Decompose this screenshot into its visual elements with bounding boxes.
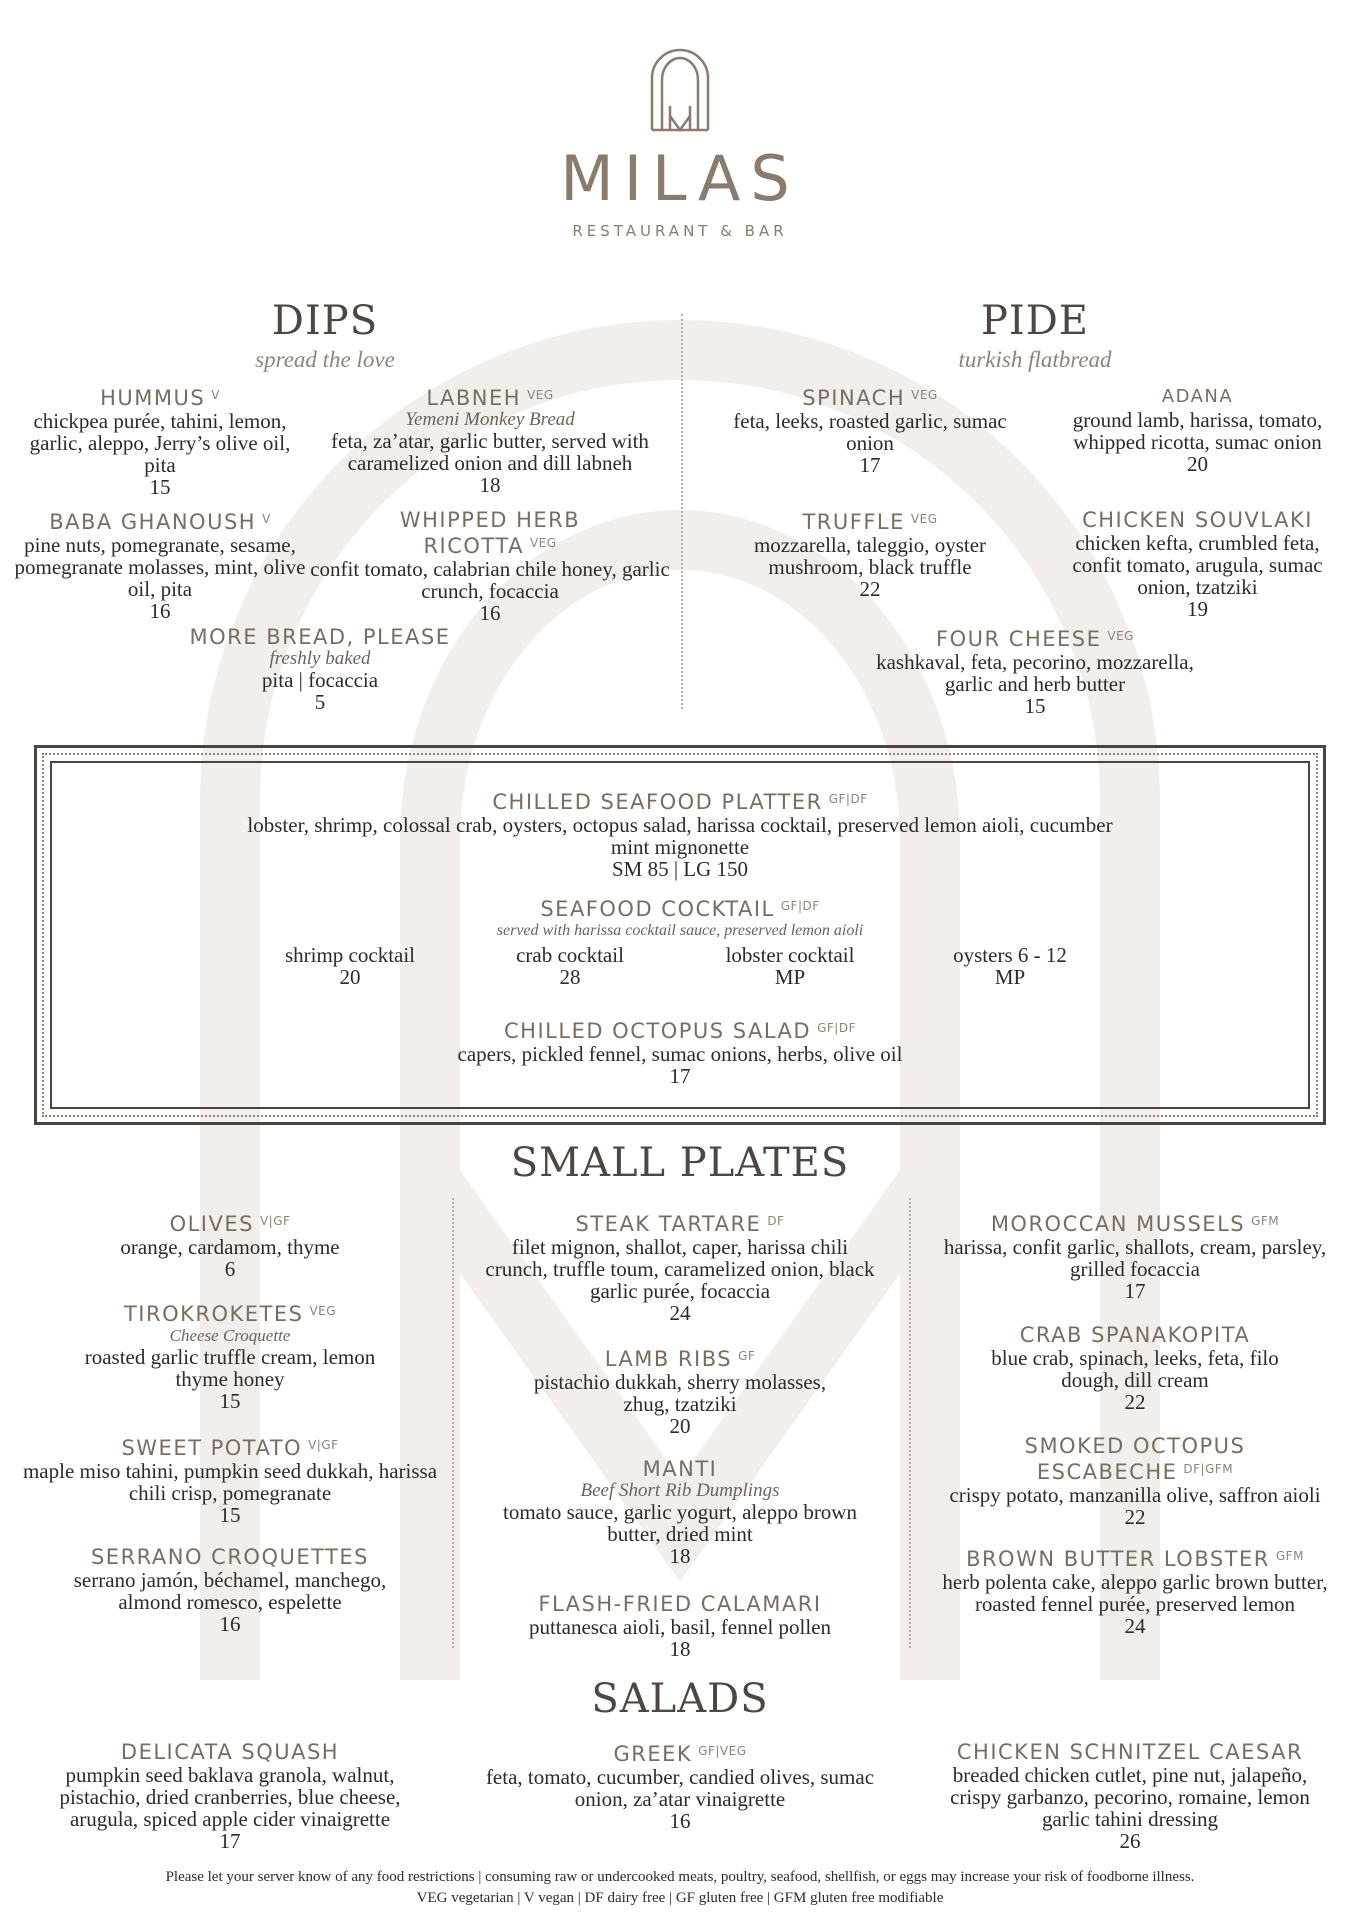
- item-desc: pita | focaccia: [261, 668, 379, 692]
- item-tag: V: [211, 388, 220, 402]
- menu-item-moroccan-mussels: [940, 1210, 1330, 1302]
- menu-item-crab-spanakopita: [960, 1323, 1310, 1413]
- item-name: FLASH-FRIED CALAMARI: [538, 1592, 822, 1616]
- item-desc: blue crab, spinach, leeks, feta, filo dough, dill cream: [991, 1346, 1279, 1392]
- item-desc: pine nuts, pomegranate, sesame, pomegranate molasses, mint, olive oil, pita: [14, 533, 306, 601]
- small-plates-title: SMALL PLATES: [510, 1140, 850, 1186]
- menu-item-delicata-squash: [20, 1740, 440, 1852]
- item-tag: GFM: [1275, 1549, 1304, 1563]
- item-desc: chicken kefta, crumbled feta, confit tomato, arugula, sumac onion, tzatziki: [1072, 531, 1323, 599]
- item-subtitle: Yemeni Monkey Bread: [405, 409, 575, 430]
- item-name: CHILLED SEAFOOD PLATTER: [492, 790, 823, 814]
- item-price: 18: [669, 1544, 691, 1568]
- item-tag: GF: [738, 1349, 756, 1363]
- item-name: GREEK: [613, 1742, 693, 1766]
- item-name: CHILLED OCTOPUS SALAD: [504, 1019, 812, 1043]
- item-tag: VEG: [910, 512, 938, 526]
- item-price: 24: [1124, 1614, 1146, 1638]
- menu-item-labneh: [300, 384, 680, 496]
- menu-item-tirokroketes: [70, 1300, 390, 1412]
- item-name: SPINACH: [802, 386, 906, 410]
- option-price: 28: [559, 965, 581, 989]
- menu-item-lamb-ribs: [520, 1345, 840, 1437]
- item-tag: VEG: [309, 1304, 337, 1318]
- dips-subtitle: spread the love: [255, 347, 395, 372]
- menu-item-four-cheese: [860, 625, 1210, 717]
- item-desc: feta, leeks, roasted garlic, sumac onion: [733, 409, 1007, 455]
- item-desc: breaded chicken cutlet, pine nut, jalapeño, crispy garbanzo, pecorino, romaine, lemon garlic tahini dressing: [950, 1763, 1310, 1831]
- item-price: 18: [669, 1637, 691, 1661]
- item-tag: V|GF: [308, 1438, 339, 1452]
- item-name: MORE BREAD, PLEASE: [189, 625, 451, 649]
- item-subtitle: freshly baked: [269, 648, 371, 669]
- item-tag: GFM: [1251, 1214, 1280, 1228]
- menu-item-steak-tartare: [480, 1210, 880, 1324]
- item-price: 15: [219, 1389, 241, 1413]
- item-desc: confit tomato, calabrian chile honey, garlic crunch, focaccia: [310, 557, 670, 603]
- item-price: 16: [669, 1809, 691, 1833]
- item-tag: VEG: [1107, 629, 1134, 643]
- item-desc: roasted garlic truffle cream, lemon thyme honey: [84, 1345, 376, 1391]
- item-tag: VEG: [527, 388, 554, 402]
- item-price: 6: [224, 1257, 236, 1281]
- item-desc: serrano jamón, béchamel, manchego, almond romesco, espelette: [73, 1568, 387, 1614]
- column-divider: [681, 314, 683, 709]
- item-price: 16: [149, 599, 171, 623]
- cocktail-option-lobster: [670, 944, 910, 988]
- item-name: LAMB RIBS: [604, 1347, 733, 1371]
- item-subtitle: Cheese Croquette: [169, 1326, 291, 1345]
- menu-item-brown-butter-lobster: [925, 1545, 1345, 1637]
- item-desc: capers, pickled fennel, sumac onions, herbs, olive oil: [457, 1042, 903, 1066]
- item-tag: DF: [767, 1214, 785, 1228]
- option-name: crab cocktail: [516, 943, 624, 967]
- item-tag: GF|DF: [828, 792, 868, 806]
- item-desc: orange, cardamom, thyme: [120, 1235, 340, 1259]
- column-divider: [452, 1198, 454, 1648]
- item-desc: ground lamb, harissa, tomato, whipped ricotta, sumac onion: [1072, 408, 1323, 454]
- item-tag: V: [262, 512, 271, 526]
- item-name: MANTI: [642, 1457, 718, 1481]
- arch-monogram-icon: [648, 46, 712, 132]
- item-desc: pistachio dukkah, sherry molasses, zhug, tzatziki: [533, 1370, 827, 1416]
- item-desc: feta, tomato, cucumber, candied olives, sumac onion, za’atar vinaigrette: [485, 1765, 875, 1811]
- item-name: CRAB SPANAKOPITA: [1019, 1323, 1251, 1347]
- item-name: TRUFFLE: [802, 510, 905, 534]
- item-price: 17: [1124, 1279, 1146, 1303]
- item-price: 16: [479, 601, 501, 625]
- item-desc: kashkaval, feta, pecorino, mozzarella, garlic and herb butter: [876, 650, 1194, 696]
- item-name: ADANA: [1161, 386, 1234, 407]
- option-name: lobster cocktail: [725, 943, 855, 967]
- option-price: MP: [774, 965, 806, 989]
- item-price: 17: [859, 453, 881, 477]
- item-tag: VEG: [529, 536, 557, 550]
- item-desc: harissa, confit garlic, shallots, cream, parsley, grilled focaccia: [943, 1235, 1327, 1281]
- option-price: 20: [339, 965, 361, 989]
- item-desc: herb polenta cake, aleppo garlic brown butter, roasted fennel purée, preserved lemon: [942, 1570, 1328, 1616]
- item-name: SEAFOOD COCKTAIL: [540, 897, 775, 921]
- item-name: CHICKEN SCHNITZEL CAESAR: [956, 1740, 1304, 1764]
- menu-item-adana: [1045, 384, 1350, 475]
- option-name: shrimp cocktail: [284, 943, 416, 967]
- item-desc: mozzarella, taleggio, oyster mushroom, black truffle: [753, 533, 987, 579]
- item-price: 17: [219, 1829, 241, 1853]
- item-name: SERRANO CROQUETTES: [90, 1545, 370, 1569]
- menu-item-flash-fried-calamari: [480, 1592, 880, 1660]
- item-price: SM 85 | LG 150: [611, 857, 749, 881]
- item-price: 5: [314, 690, 326, 714]
- menu-item-serrano-croquettes: [40, 1545, 420, 1635]
- item-desc: chickpea purée, tahini, lemon, garlic, aleppo, Jerry’s olive oil, pita: [29, 409, 291, 477]
- menu-item-greek: [480, 1740, 880, 1832]
- item-price: 15: [149, 475, 171, 499]
- item-desc: lobster, shrimp, colossal crab, oysters, octopus salad, harissa cocktail, preserved lemon aioli, cucumber mint mignonette: [247, 813, 1113, 859]
- item-name: BABA GHANOUSH: [49, 510, 257, 534]
- item-tag: DF|GFM: [1183, 1462, 1234, 1476]
- menu-item-spinach: [720, 384, 1020, 476]
- item-name: HUMMUS: [100, 386, 206, 410]
- item-name: BROWN BUTTER LOBSTER: [966, 1547, 1270, 1571]
- option-name: oysters 6 - 12: [953, 943, 1067, 967]
- item-tag: VEG: [911, 388, 938, 402]
- item-price: 18: [479, 473, 501, 497]
- option-price: MP: [994, 965, 1026, 989]
- footer-legend: VEG vegetarian | V vegan | DF dairy free | GF gluten free | GFM gluten free modifiable: [416, 1890, 944, 1906]
- item-price: 20: [669, 1414, 691, 1438]
- menu-item-smoked-octopus-escabeche: [925, 1434, 1345, 1528]
- menu-item-baba-ghanoush: [5, 508, 315, 622]
- item-desc: puttanesca aioli, basil, fennel pollen: [528, 1615, 832, 1639]
- dips-title: DIPS: [271, 298, 379, 344]
- item-desc: crispy potato, manzanilla olive, saffron aioli: [949, 1483, 1321, 1507]
- item-name: WHIPPED HERB RICOTTA: [399, 508, 581, 558]
- brand-name: MILAS: [560, 142, 800, 215]
- column-divider: [909, 1198, 911, 1648]
- item-subtitle: served with harissa cocktail sauce, preserved lemon aioli: [496, 922, 864, 939]
- menu-item-chilled-seafood-platter: [220, 788, 1140, 880]
- menu-item-chilled-octopus-salad: [380, 1017, 980, 1087]
- menu-item-chicken-schnitzel-caesar: [920, 1740, 1340, 1852]
- item-price: 15: [1024, 694, 1046, 718]
- item-price: 26: [1119, 1829, 1141, 1853]
- cocktail-option-crab: [450, 944, 690, 988]
- item-price: 22: [1124, 1390, 1146, 1414]
- salads-title: SALADS: [591, 1676, 769, 1722]
- item-name: STEAK TARTARE: [575, 1212, 762, 1236]
- item-price: 15: [219, 1503, 241, 1527]
- item-name: SMOKED OCTOPUS ESCABECHE: [1024, 1434, 1246, 1484]
- item-price: 22: [1124, 1505, 1146, 1529]
- item-tag: GF|DF: [817, 1021, 856, 1035]
- menu-item-hummus: [20, 384, 300, 498]
- menu-item-truffle: [715, 508, 1025, 600]
- item-name: DELICATA SQUASH: [120, 1740, 340, 1764]
- item-name: LABNEH: [426, 386, 522, 410]
- item-price: 19: [1187, 597, 1208, 621]
- item-name: FOUR CHEESE: [936, 627, 1102, 651]
- item-desc: feta, za’atar, garlic butter, served with caramelized onion and dill labneh: [331, 429, 649, 475]
- pide-title: PIDE: [981, 298, 1089, 344]
- menu-item-seafood-cocktail: [380, 895, 980, 941]
- item-name: CHICKEN SOUVLAKI: [1082, 508, 1313, 532]
- item-price: 16: [219, 1612, 241, 1636]
- item-name: MOROCCAN MUSSELS: [990, 1212, 1246, 1236]
- item-desc: tomato sauce, garlic yogurt, aleppo brown butter, dried mint: [503, 1500, 857, 1546]
- menu-item-more-bread: [160, 625, 480, 713]
- menu-item-chicken-souvlaki: [1050, 508, 1345, 620]
- cocktail-option-oysters: [890, 944, 1130, 988]
- item-name: OLIVES: [169, 1212, 254, 1236]
- item-price: 20: [1187, 452, 1208, 476]
- item-tag: GF|DF: [780, 899, 820, 913]
- cocktail-option-shrimp: [230, 944, 470, 988]
- item-price: 24: [669, 1301, 691, 1325]
- item-desc: maple miso tahini, pumpkin seed dukkah, harissa chili crisp, pomegranate: [22, 1459, 438, 1505]
- footer-disclaimer: Please let your server know of any food restrictions | consuming raw or undercooked meats, poultry, seafood, shellfish, or eggs may increase your risk of foodborne illness.: [165, 1869, 1195, 1885]
- item-tag: GF|VEG: [698, 1744, 747, 1758]
- item-desc: pumpkin seed baklava granola, walnut, pistachio, dried cranberries, blue cheese, arugula, spiced apple cider vinaigrette: [59, 1763, 401, 1831]
- item-price: 17: [669, 1064, 691, 1088]
- menu-item-sweet-potato: [20, 1434, 440, 1526]
- item-tag: V|GF: [259, 1214, 291, 1228]
- item-name: SWEET POTATO: [121, 1436, 303, 1460]
- menu-item-olives: [40, 1210, 420, 1280]
- item-price: 22: [859, 577, 881, 601]
- menu-item-manti: [500, 1457, 860, 1567]
- item-name: TIROKROKETES: [123, 1302, 304, 1326]
- menu-item-whipped-herb-ricotta: [310, 508, 670, 624]
- item-desc: filet mignon, shallot, caper, harissa chili crunch, truffle toum, caramelized onion, black garlic purée, focaccia: [485, 1235, 875, 1303]
- item-subtitle: Beef Short Rib Dumplings: [580, 1480, 780, 1501]
- pide-subtitle: turkish flatbread: [958, 347, 1112, 372]
- brand-subtitle: RESTAURANT & BAR: [572, 222, 788, 240]
